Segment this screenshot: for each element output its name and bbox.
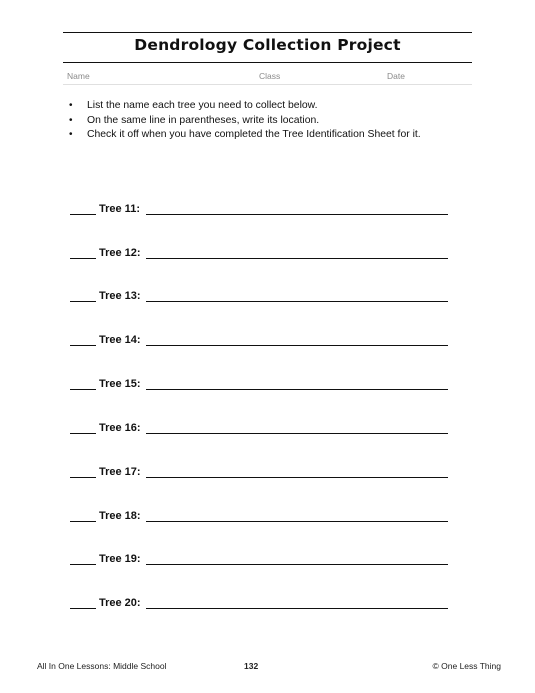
class-label: Class bbox=[259, 71, 281, 81]
tree-name-line[interactable] bbox=[146, 389, 448, 390]
checkoff-blank[interactable] bbox=[70, 521, 96, 522]
checkoff-blank[interactable] bbox=[70, 258, 96, 259]
bullet-icon: • bbox=[69, 114, 73, 126]
tree-name-line[interactable] bbox=[146, 258, 448, 259]
tree-label: Tree 15: bbox=[99, 378, 141, 390]
checkoff-blank[interactable] bbox=[70, 389, 96, 390]
tree-label: Tree 12: bbox=[99, 247, 141, 259]
tree-name-line[interactable] bbox=[146, 477, 448, 478]
instruction-item bbox=[68, 128, 421, 143]
instructions-list bbox=[68, 99, 421, 143]
tree-label: Tree 17: bbox=[99, 466, 141, 478]
header-field-rule bbox=[63, 84, 472, 85]
instruction-text: List the name each tree you need to collect below. bbox=[87, 100, 318, 111]
checkoff-blank[interactable] bbox=[70, 345, 96, 346]
bullet-icon: • bbox=[69, 100, 73, 111]
footer-left: All In One Lessons: Middle School bbox=[37, 661, 167, 671]
tree-label: Tree 11: bbox=[99, 203, 140, 215]
tree-row bbox=[70, 422, 450, 436]
tree-name-line[interactable] bbox=[146, 608, 448, 609]
footer-right: © One Less Thing bbox=[432, 661, 501, 671]
checkoff-blank[interactable] bbox=[70, 608, 96, 609]
checkoff-blank[interactable] bbox=[70, 477, 96, 478]
instruction-text: Check it off when you have completed the Tree Identification Sheet for it. bbox=[87, 129, 421, 140]
tree-label: Tree 13: bbox=[99, 290, 141, 302]
title-rule-bottom bbox=[63, 62, 472, 63]
tree-name-line[interactable] bbox=[146, 301, 448, 302]
title-rule-top bbox=[63, 32, 472, 33]
checkoff-blank[interactable] bbox=[70, 564, 96, 565]
tree-row bbox=[70, 203, 450, 217]
tree-row bbox=[70, 466, 450, 480]
bullet-icon: • bbox=[69, 129, 73, 140]
tree-row bbox=[70, 553, 450, 567]
checkoff-blank[interactable] bbox=[70, 301, 96, 302]
tree-name-line[interactable] bbox=[146, 433, 448, 434]
tree-row bbox=[70, 510, 450, 524]
footer-page-number: 132 bbox=[244, 661, 259, 671]
tree-label: Tree 20: bbox=[99, 597, 141, 609]
tree-label: Tree 18: bbox=[99, 510, 141, 522]
page-title: Dendrology Collection Project bbox=[134, 36, 401, 54]
tree-label: Tree 16: bbox=[99, 422, 141, 434]
checkoff-blank[interactable] bbox=[70, 433, 96, 434]
tree-name-line[interactable] bbox=[146, 214, 448, 215]
tree-row bbox=[70, 290, 450, 304]
tree-name-line[interactable] bbox=[146, 564, 448, 565]
tree-label: Tree 19: bbox=[99, 553, 141, 565]
tree-label: Tree 14: bbox=[99, 334, 141, 346]
instruction-text: On the same line in parentheses, write its location. bbox=[87, 114, 320, 126]
date-label: Date bbox=[387, 71, 405, 81]
tree-name-line[interactable] bbox=[146, 521, 448, 522]
instruction-item bbox=[68, 99, 421, 114]
tree-name-line[interactable] bbox=[146, 345, 448, 346]
checkoff-blank[interactable] bbox=[70, 214, 96, 215]
tree-row bbox=[70, 597, 450, 611]
tree-row bbox=[70, 247, 450, 261]
tree-row bbox=[70, 334, 450, 348]
name-label: Name bbox=[67, 71, 90, 81]
instruction-item bbox=[68, 114, 421, 129]
tree-row bbox=[70, 378, 450, 392]
